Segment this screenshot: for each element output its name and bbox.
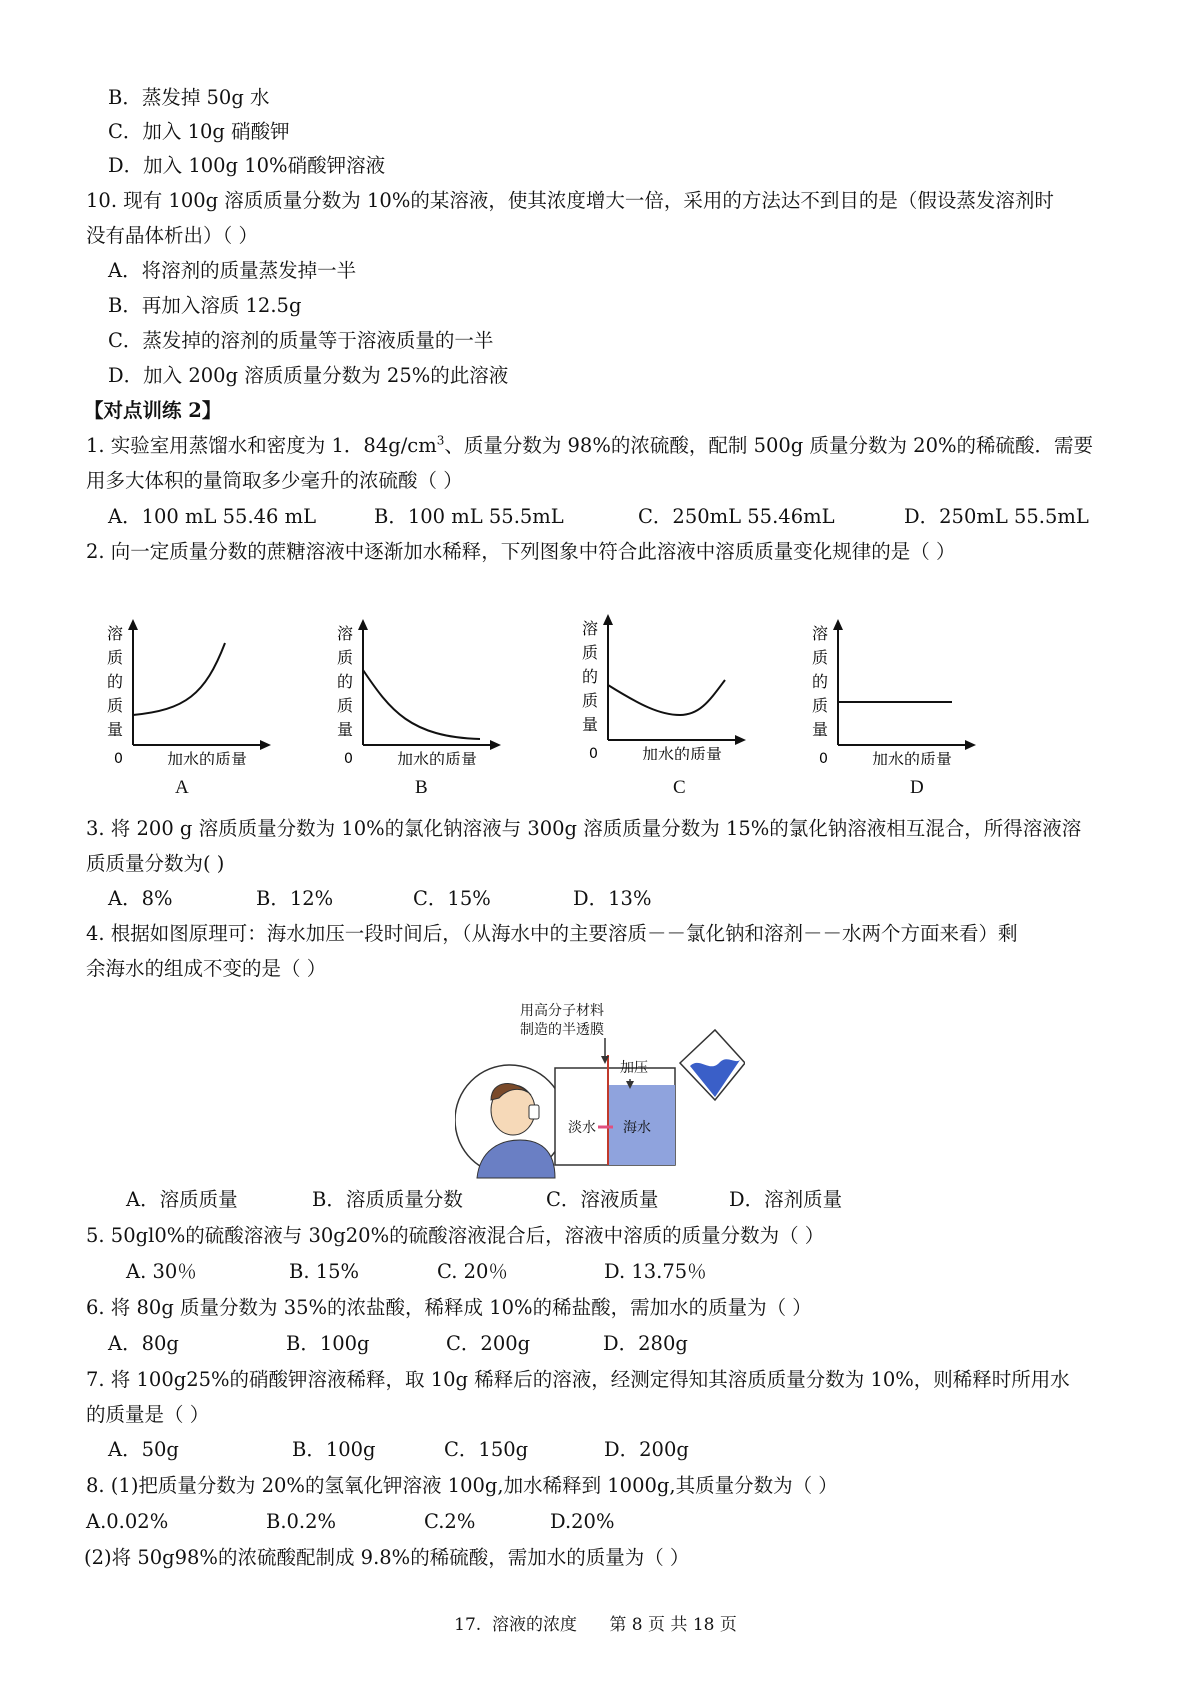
graph-ylabel-char: 质	[107, 648, 124, 667]
q6-option-d: D．280g	[603, 1332, 688, 1355]
svg-text:制造的半透膜: 制造的半透膜	[520, 1022, 604, 1038]
graph-ylabel-char: 质	[582, 691, 599, 710]
graph-ylabel-char: 溶	[582, 619, 599, 638]
graph-ylabel-char: 溶	[107, 624, 124, 643]
q5-stem: 5. 50gl0%的硫酸溶液与 30g20%的硫酸溶液混合后，溶液中溶质的质量分数为（ ）	[86, 1224, 825, 1247]
graph-ylabel-char: 的	[107, 672, 124, 691]
svg-text:海水: 海水	[623, 1120, 651, 1136]
q1-option-c: C．250mL 55.46mL	[638, 505, 835, 528]
q3-options	[108, 885, 808, 913]
graph-c-svg	[580, 610, 750, 760]
graph-a	[105, 615, 275, 765]
graph-ylabel-char: 的	[812, 672, 829, 691]
q10-option-b: B．再加入溶质 12.5g	[108, 294, 302, 317]
graph-c-caption: C	[673, 777, 686, 798]
section-title: 【对点训练 2】	[84, 399, 222, 422]
q5-option-c: C. 20％	[437, 1260, 508, 1283]
graph-origin-label: 0	[114, 751, 123, 765]
graph-b-svg	[335, 615, 505, 765]
osmosis-figure-svg	[455, 1000, 745, 1180]
graph-xlabel: 加水的质量	[397, 750, 478, 765]
q8-stem-part1: 8. (1)把质量分数为 20%的氢氧化钾溶液 100g,加水稀释到 1000g,其质量分数为（ ）	[86, 1474, 838, 1497]
q3-option-d: D．13%	[573, 887, 652, 910]
graph-ylabel-char: 质	[107, 696, 124, 715]
graph-xlabel: 加水的质量	[872, 750, 953, 765]
q10-option-a: A．将溶剂的质量蒸发掉一半	[108, 259, 357, 282]
q5-option-a: A. 30％	[126, 1260, 197, 1283]
q8-options	[86, 1508, 786, 1536]
graph-origin-label: 0	[344, 751, 353, 765]
graph-c	[580, 610, 750, 760]
graph-ylabel-char: 质	[337, 648, 354, 667]
graph-ylabel-char: 量	[337, 720, 354, 739]
q6-options	[108, 1330, 808, 1358]
q10-option-c: C．蒸发掉的溶剂的质量等于溶液质量的一半	[108, 329, 494, 352]
graph-ylabel-char: 量	[582, 715, 599, 734]
q5-option-b: B. 15%	[289, 1260, 360, 1283]
q7-options	[108, 1436, 808, 1464]
q7-stem-line2: 的质量是（ ）	[86, 1403, 210, 1426]
q7-option-c: C．150g	[444, 1438, 529, 1461]
graph-d-svg	[810, 615, 980, 765]
q7-stem-line1: 7. 将 100g25%的硝酸钾溶液稀释，取 10g 稀释后的溶液，经测定得知其溶质质量分数为 10%，则稀释时所用水	[86, 1368, 1070, 1391]
q8-option-c: C.2%	[424, 1510, 476, 1533]
graph-b	[335, 615, 505, 765]
q1-option-d: D．250mL 55.5mL	[904, 505, 1089, 528]
q1-options	[108, 503, 1128, 531]
q5-option-d: D. 13.75％	[604, 1260, 707, 1283]
graph-ylabel-char: 的	[337, 672, 354, 691]
q1-option-a: A．100 mL 55.46 mL	[108, 505, 317, 528]
q8-stem-part2: (2)将 50g98%的浓硫酸配制成 9.8%的稀硫酸，需加水的质量为（ ）	[84, 1546, 690, 1569]
osmosis-figure	[455, 1000, 745, 1180]
graph-ylabel-char: 溶	[812, 624, 829, 643]
q4-option-a: A．溶质质量	[126, 1188, 238, 1211]
graph-d-caption: D	[910, 777, 924, 798]
q6-option-c: C．200g	[446, 1332, 531, 1355]
q10-option-d: D．加入 200g 溶质质量分数为 25%的此溶液	[108, 364, 509, 387]
q6-option-b: B．100g	[286, 1332, 370, 1355]
graph-ylabel-char: 质	[582, 643, 599, 662]
q4-options	[126, 1186, 1026, 1214]
graph-xlabel: 加水的质量	[167, 750, 248, 765]
q3-option-a: A．8%	[108, 887, 173, 910]
q8-option-b: B.0.2%	[266, 1510, 337, 1533]
q7-option-b: B．100g	[292, 1438, 376, 1461]
q4-stem-line1: 4. 根据如图原理可：海水加压一段时间后，（从海水中的主要溶质－－氯化钠和溶剂－－水两个方面来看）剩	[86, 922, 1018, 945]
q10-stem-line1: 10. 现有 100g 溶质质量分数为 10%的某溶液，使其浓度增大一倍，采用的方法达不到目的是（假设蒸发溶剂时	[86, 189, 1054, 212]
q3-stem-line1: 3. 将 200 g 溶质质量分数为 10%的氯化钠溶液与 300g 溶质质量分数为 15%的氯化钠溶液相互混合，所得溶液溶	[86, 817, 1082, 840]
prev-option-d: D．加入 100g 10%硝酸钾溶液	[108, 154, 386, 177]
q4-option-b: B．溶质质量分数	[312, 1188, 463, 1211]
q6-stem: 6. 将 80g 质量分数为 35%的浓盐酸，稀释成 10%的稀盐酸，需加水的质量为（ ）	[86, 1296, 812, 1319]
graph-d	[810, 615, 980, 765]
page-footer: 17. 溶液的浓度 第 8 页 共 18 页	[454, 1615, 737, 1635]
graph-ylabel-char: 质	[812, 648, 829, 667]
graph-ylabel-char: 的	[582, 667, 599, 686]
graph-xlabel: 加水的质量	[642, 745, 723, 760]
graph-ylabel-char: 质	[812, 696, 829, 715]
q8-option-a: A.0.02%	[86, 1510, 169, 1533]
q4-option-d: D．溶剂质量	[729, 1188, 843, 1211]
q10-stem-line2: 没有晶体析出）（ ）	[86, 224, 258, 247]
q4-option-c: C．溶液质量	[546, 1188, 659, 1211]
graph-a-svg	[105, 615, 275, 765]
q3-option-c: C．15%	[413, 887, 491, 910]
q6-option-a: A．80g	[108, 1332, 179, 1355]
q4-stem-line2: 余海水的组成不变的是（ ）	[86, 957, 327, 980]
q1-stem-line1: 1. 实验室用蒸馏水和密度为 1．$84g/cm^3$、质量分数为 98%的浓硫酸，配制 500g 质量分数为 20%的稀硫酸．需要	[86, 433, 1094, 457]
graph-ylabel-char: 量	[107, 720, 124, 739]
q7-option-a: A．50g	[108, 1438, 179, 1461]
graph-origin-label: 0	[819, 751, 828, 765]
q7-option-d: D．200g	[604, 1438, 689, 1461]
q1-option-b: B．100 mL 55.5mL	[374, 505, 564, 528]
q5-options	[126, 1258, 826, 1286]
graph-ylabel-char: 溶	[337, 624, 354, 643]
q3-option-b: B．12%	[256, 887, 334, 910]
svg-text:加压: 加压	[620, 1060, 648, 1076]
svg-text:淡水: 淡水	[568, 1120, 596, 1136]
graph-a-caption: A	[175, 777, 189, 798]
prev-option-b: B．蒸发掉 50g 水	[108, 86, 270, 109]
q2-stem: 2. 向一定质量分数的蔗糖溶液中逐渐加水稀释，下列图象中符合此溶液中溶质质量变化规律的是（ ）	[86, 540, 956, 563]
svg-text:用高分子材料: 用高分子材料	[520, 1003, 604, 1019]
prev-option-c: C．加入 10g 硝酸钾	[108, 120, 290, 143]
q8-option-d: D.20%	[550, 1510, 615, 1533]
q1-stem-line2: 用多大体积的量筒取多少毫升的浓硫酸（ ）	[86, 469, 463, 492]
graph-ylabel-char: 量	[812, 720, 829, 739]
graph-b-caption: B	[415, 777, 428, 798]
q3-stem-line2: 质质量分数为( )	[86, 852, 225, 875]
graph-origin-label: 0	[589, 746, 598, 760]
graph-ylabel-char: 质	[337, 696, 354, 715]
